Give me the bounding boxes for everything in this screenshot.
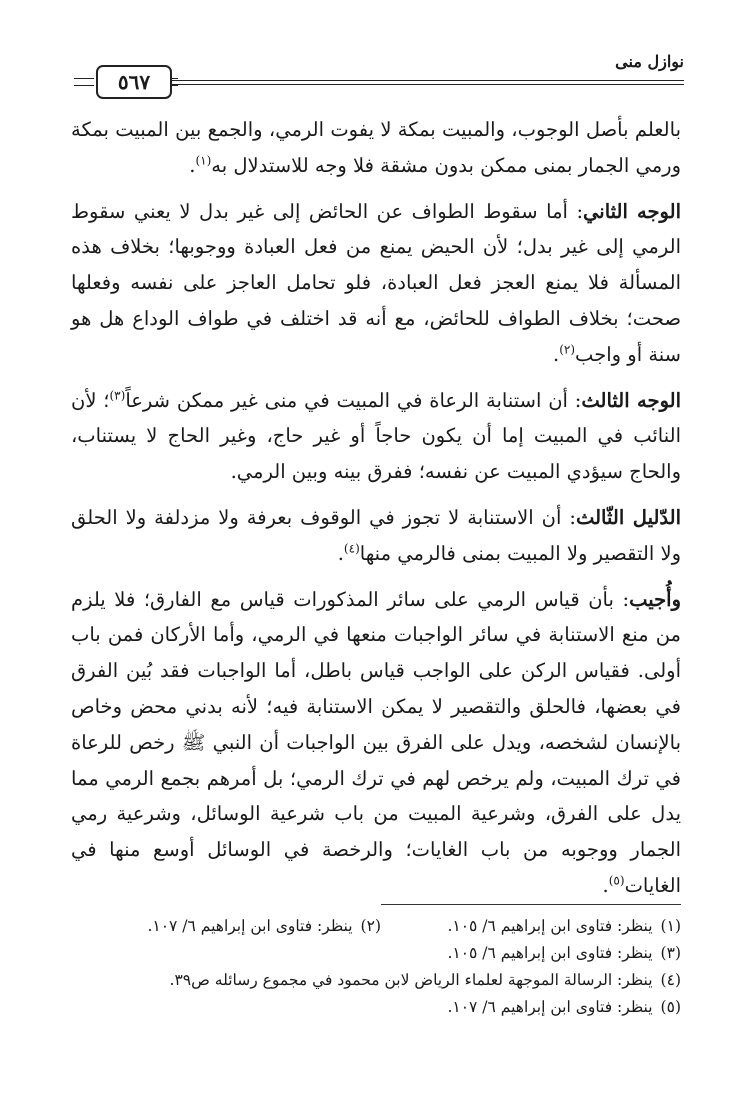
- paragraph: [71, 194, 681, 373]
- paragraph: [71, 582, 681, 904]
- paragraph: [71, 500, 681, 572]
- running-header: [74, 50, 684, 100]
- paragraph-end: .: [337, 541, 344, 565]
- footnote-ref: (٥): [608, 873, 625, 888]
- footnote: [447, 940, 681, 967]
- paragraph-text: : بأن قياس الرمي على سائر المذكورات قياس مع الفارق؛ فلا يلزم من منع الاستنابة في سائر الواجبات منعها في الرمي، وأما الأركان فمن باب أولى. فقياس الركن على الواجب قياس باطل، أما الواجبات فقد بُين الفرق في بعضها، فالحلق والتقصير لا يمكن الاستنابة فيه؛ لأنه بدني محض وخاص بالإنسان لشخصه، ويدل على الفرق بين الواجبات أن النبي ﷺ رخص للرعاة في ترك المبيت، ولم يرخص لهم في ترك الرمي؛ بل أمرهم بجمع الرمي مما يدل على الفرق، وشرعية المبيت من باب شرعية الوسائل، وشرعية رمي الجمار ووجوبه من باب الغايات؛ والرخصة في الوسائل أوسع منها في الغايات: [71, 587, 681, 897]
- footnote: [381, 913, 681, 940]
- footnote-ref: (١): [195, 153, 212, 168]
- footnote-text: ينظر: فتاوى ابن إبراهيم ٦/ ١٠٥.: [447, 917, 653, 935]
- footnote-text: ينظر: فتاوى ابن إبراهيم ٦/ ١٠٥.: [447, 944, 653, 962]
- paragraph-lead: الوجه الثاني: [583, 199, 681, 223]
- footnote-text: ينظر: الرسالة الموجهة لعلماء الرياض لابن محمود في مجموع رسائله ص٣٩.: [169, 971, 653, 989]
- paragraph: [71, 383, 681, 490]
- footnote-divider: [381, 904, 681, 905]
- paragraph-end: .: [602, 873, 609, 897]
- footnote-number: (٥): [660, 998, 681, 1016]
- header-divider: [172, 80, 684, 85]
- paragraph-text: : أما سقوط الطواف عن الحائض إلى غير بدل لا يعني سقوط الرمي إلى غير بدل؛ لأن الحيض يمنع من فعل العبادة ووجوبها؛ بخلاف هذه المسألة فلا يمنع العجز فعل العبادة، فلو تحامل العاجز على نفسه وفعلها صحت؛ بخلاف الطواف للحائض، مع أنه قد اختلف في طواف الوداع هل هو سنة أو واجب: [71, 199, 681, 366]
- footnote-text: ينظر: فتاوى ابن إبراهيم ٦/ ١٠٧.: [147, 917, 353, 935]
- footnote-ref: (٣): [109, 388, 126, 403]
- paragraph-text: بالعلم بأصل الوجوب، والمبيت بمكة لا يفوت الرمي، والجمع بين المبيت بمكة ورمي الجمار بمنى ممكن بدون مشقة فلا وجه للاستدلال به: [71, 118, 681, 177]
- page-number: ٥٦٧: [96, 65, 172, 99]
- footnote-ref: (٢): [559, 342, 576, 357]
- paragraph-lead: الوجه الثالث: [581, 388, 681, 412]
- paragraph-text: : أن استنابة الرعاة في المبيت في منى غير ممكن شرعاً: [125, 388, 582, 412]
- paragraph-lead: الدّليل الثّالث: [575, 505, 681, 529]
- footnotes: [71, 913, 681, 1021]
- paragraph-text: : أن الاستنابة لا تجوز في الوقوف بعرفة ولا مزدلفة ولا الحلق ولا التقصير ولا المبيت بمنى فالرمي منها: [71, 505, 681, 565]
- footnote-row: [71, 913, 681, 940]
- paragraph-end: ؛ لأن النائب في المبيت إما أن يكون حاجاً أو غير حاج، وغير الحاج لا يستناب، والحاج سيؤدي المبيت عن نفسه؛ ففرق بينه وبين الرمي.: [71, 388, 681, 484]
- footnote-number: (٤): [660, 971, 681, 989]
- footnote: [170, 967, 682, 994]
- main-text: [71, 112, 681, 914]
- footnote-row: [71, 940, 681, 967]
- footnote-row: [71, 967, 681, 994]
- footnote: [447, 994, 681, 1021]
- paragraph-lead: وأُجيب: [629, 587, 681, 611]
- paragraph-end: .: [189, 153, 196, 177]
- footnote-number: (١): [660, 917, 681, 935]
- footnote: [147, 913, 381, 940]
- footnote-number: (٢): [360, 917, 381, 935]
- footnote-text: ينظر: فتاوى ابن إبراهيم ٦/ ١٠٧.: [447, 998, 653, 1016]
- paragraph-end: .: [553, 342, 560, 366]
- footnote-row: [71, 994, 681, 1021]
- paragraph: [71, 112, 681, 184]
- running-title: نوازل منى: [615, 52, 684, 71]
- footnote-ref: (٤): [343, 541, 360, 556]
- footnote-number: (٣): [660, 944, 681, 962]
